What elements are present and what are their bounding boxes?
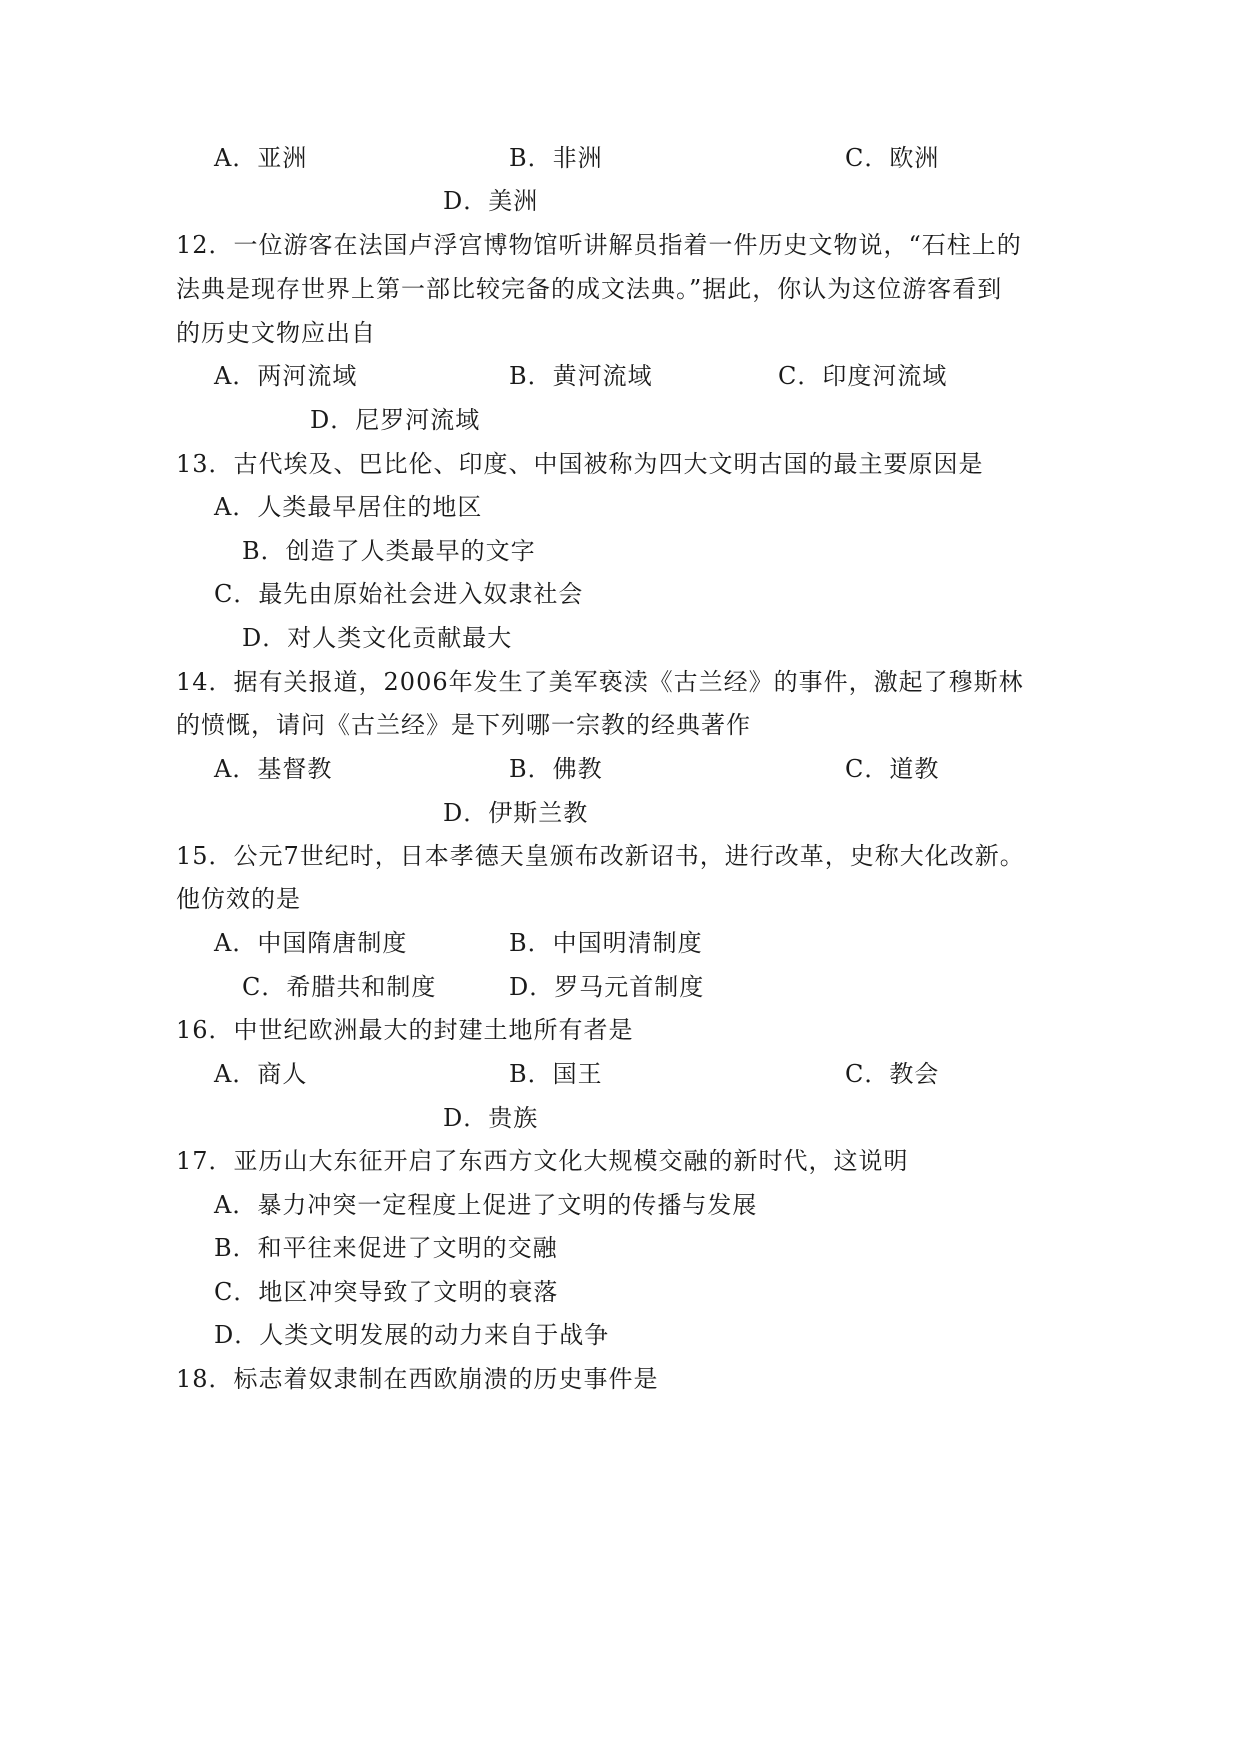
q13-option-b: B．创造了人类最早的文字 <box>242 537 536 565</box>
q13-stem-line: 13．古代埃及、巴比伦、印度、中国被称为四大文明古国的最主要原因是 <box>176 450 984 478</box>
q12-stem-line: 法典是现存世界上第一部比较完备的成文法典。”据此，你认为这位游客看到 <box>176 275 1003 303</box>
q14-option-d: D．伊斯兰教 <box>443 799 589 827</box>
q17-stem-line: 17．亚历山大东征开启了东西方文化大规模交融的新时代，这说明 <box>176 1147 909 1175</box>
q17-option-a: A．暴力冲突一定程度上促进了文明的传播与发展 <box>214 1191 758 1219</box>
q14-option-c: C．道教 <box>845 755 940 783</box>
q16-option-d: D．贵族 <box>443 1104 539 1132</box>
q15-stem-line: 他仿效的是 <box>176 885 301 913</box>
q14-stem-line: 的愤慨，请问《古兰经》是下列哪一宗教的经典著作 <box>176 711 751 739</box>
q11-option-c: C．欧洲 <box>845 144 940 172</box>
q16-option-a: A．商人 <box>214 1060 308 1088</box>
q11-option-a: A．亚洲 <box>214 144 308 172</box>
q18-stem-line: 18．标志着奴隶制在西欧崩溃的历史事件是 <box>176 1365 659 1393</box>
q12-option-b: B．黄河流域 <box>509 362 653 390</box>
q17-option-d: D．人类文明发展的动力来自于战争 <box>214 1321 610 1349</box>
q16-stem-line: 16．中世纪欧洲最大的封建土地所有者是 <box>176 1016 634 1044</box>
q11-option-d: D．美洲 <box>443 187 539 215</box>
q15-option-d: D．罗马元首制度 <box>509 973 705 1001</box>
q12-option-a: A．两河流域 <box>214 362 358 390</box>
q16-option-c: C．教会 <box>845 1060 940 1088</box>
q13-option-c: C．最先由原始社会进入奴隶社会 <box>214 580 584 608</box>
q12-option-d: D．尼罗河流域 <box>310 406 481 434</box>
q15-option-a: A．中国隋唐制度 <box>214 929 408 957</box>
q14-option-a: A．基督教 <box>214 755 333 783</box>
q16-option-b: B．国王 <box>509 1060 603 1088</box>
q11-option-b: B．非洲 <box>509 144 603 172</box>
q12-stem-line: 的历史文物应出自 <box>176 319 376 347</box>
q12-option-c: C．印度河流域 <box>778 362 948 390</box>
q12-stem-line: 12．一位游客在法国卢浮宫博物馆听讲解员指着一件历史文物说，“石柱上的 <box>176 231 1022 259</box>
q15-option-c: C．希腊共和制度 <box>242 973 437 1001</box>
q15-stem-line: 15．公元7世纪时，日本孝德天皇颁布改新诏书，进行改革，史称大化改新。 <box>176 842 1025 870</box>
q17-option-b: B．和平往来促进了文明的交融 <box>214 1234 558 1262</box>
q13-option-d: D．对人类文化贡献最大 <box>242 624 513 652</box>
q13-option-a: A．人类最早居住的地区 <box>214 493 483 521</box>
q15-option-b: B．中国明清制度 <box>509 929 703 957</box>
q17-option-c: C．地区冲突导致了文明的衰落 <box>214 1278 559 1306</box>
q14-option-b: B．佛教 <box>509 755 603 783</box>
q14-stem-line: 14．据有关报道，2006年发生了美军亵渎《古兰经》的事件，激起了穆斯林 <box>176 668 1024 696</box>
